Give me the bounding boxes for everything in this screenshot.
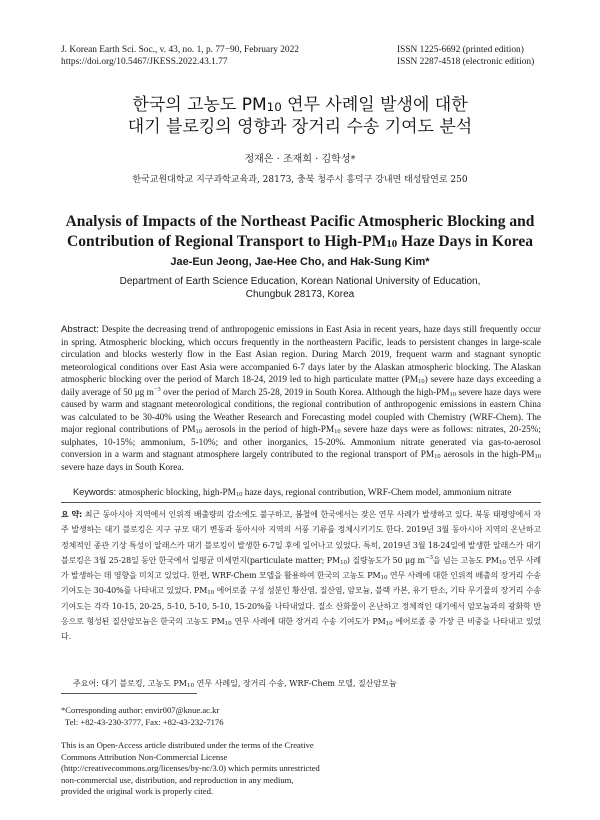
- journal-citation: J. Korean Earth Sci. Soc., v. 43, no. 1, p. 77−90, February 2022: [61, 45, 299, 55]
- korean-keywords: 주요어: 대기 블로킹, 고농도 $PM_{10}$ 연무 사례일, 장거리 수송, WRF-Chem 모델, 질산암모늄: [73, 679, 397, 689]
- english-abstract: Abstract: Despite the decreasing trend of anthropogenic emissions in East Asia in recent years, haze days still frequently occur in spring. Atmospheric blocking, which occurs frequently in the northeastern Pacific, leads to persistent changes in large-scale circulation and blocks westerly flow in the East Asian region. During March 2019, frequent warm and stagnant synoptic meteorological conditions over East Asia were accompanied 6-7 days later by the Alaskan atmospheric blocking. The Alaskan atmospheric blocking over the period of March 18-24, 2019 led to high particulate matter $(PM_{10})$ severe haze days exceeding a daily average of 50 μg $m^{-3}$ over the period of March 25-28, 2019 in South Korea. Although the high-$PM_{10}$ severe haze days were caused by warm and stagnant meteorological conditions, the regional contribution of anthropogenic emissions in eastern China was calculated to be 30-40% using the Weather Research and Forecasting model coupled with Chemistry (WRF-Chem). The major regional contributions of $PM_{10}$ aerosols in the period of high-$PM_{10}$ severe haze days were as follows: nitrates, 20-25%; sulphates, 10-15%; ammonium, 5-10%; and other inorganics, 15-20%. Ammonium nitrate generated via gas-to-aerosol conversion in a warm and stagnant atmosphere largely contributed to the regional transport of $PM_{10}$ aerosols in the high-$PM_{10}$ severe haze days in South Korea.: [61, 324, 542, 474]
- journal-header: [61, 44, 299, 68]
- keywords-label: Keywords:: [73, 487, 117, 497]
- section-divider: [61, 502, 541, 503]
- korean-title: 한국의 고농도 $PM_{10}$ 연무 사례일 발생에 대한 대기 블로킹의 영향과 장거리 수송 기여도 분석: [127, 95, 473, 137]
- contact-phone: Tel: +82-43-230-3777, Fax: +82-43-232-7176: [65, 716, 224, 727]
- korean-keywords-label: 주요어:: [73, 679, 99, 688]
- korean-authors: 정재은 · 조재희 · 김학성*: [244, 154, 356, 165]
- issn-block: [397, 44, 534, 68]
- english-affiliation: Department of Earth Science Education, Korean National University of Education, Chungbuk 28173, Korea: [119, 276, 481, 300]
- korean-abstract: 요 약: 최근 동아시아 지역에서 인위적 배출량의 감소에도 불구하고, 봄철에 한국에서는 잦은 연무 사례가 발생하고 있다. 북동 태평양에서 자주 발생하는 대기 블로킹은 지구 규모 대기 변동과 동아시아 지역의 서풍 기류를 정체시키기도 한다. 2019년 3월 동아시아 지역의 온난하고 정체적인 종관 기상 특성이 알래스카 대기 블로킹이 발생한 6-7일 후에 일어나고 있었다. 특히, 2019년 3월 18-24일에 발생한 알래스카 대기 블로킹은 3월 25-28일 동안 한국에서 일평균 미세먼지(particulate matter; $PM_{10}$) 질량농도가 50 μg $m^{-3}$을 넘는 고농도 $PM_{10}$ 연무 사례가 발생하는 데 영향을 미치고 있었다. 한편, WRF-Chem 모델을 활용하여 한국의 고농도 $PM_{10}$ 연무 사례에 대한 인위적 배출의 장거리 수송 기여도는 30-40%를 나타내고 있었다. $PM_{10}$ 에어로졸 구성 성분인 황산염, 질산염, 암모늄, 블랙 카본, 유기 탄소, 기타 무기물의 장거리 수송 기여도는 각각 10-15, 20-25, 5-10, 5-10, 5-10, 15-20%를 나타내었다. 질소 산화물이 온난하고 정체적인 대기에서 암모늄과의 광화학 반응으로 형성된 질산암모늄은 한국의 고농도 $PM_{10}$ 연무 사례에 대한 장거리 수송 기여도가 $PM_{10}$ 에어로졸 중 가장 큰 비중을 나타내고 있었다.: [61, 510, 541, 642]
- open-access-notice: This is an Open-Access article distributed under the terms of the Creative Commons Attribution Non-Commercial License (http://creativecommons.org/licenses/by-nc/3.0) which permits unrestricted non-commercial use, distribution, and reproduction in any medium, provided the original work is properly cited.: [61, 740, 320, 797]
- issn-electronic: ISSN 2287-4518 (electronic edition): [397, 57, 535, 67]
- korean-abstract-label: 요 약:: [61, 510, 83, 519]
- english-authors: Jae-Eun Jeong, Jae-Hee Cho, and Hak-Sung Kim*: [170, 256, 430, 268]
- footnote-divider: [61, 693, 197, 694]
- doi-link[interactable]: https://doi.org/10.5467/JKESS.2022.43.1.77: [61, 57, 228, 67]
- corresponding-email: *Corresponding author: envir007@knue.ac.kr: [61, 705, 220, 715]
- english-title: Analysis of Impacts of the Northeast Pacific Atmospheric Blocking and Contribution of Regional Transport to High-$PM_{10}$ Haze Days in Korea: [65, 213, 535, 250]
- korean-affiliation: 한국교원대학교 지구과학교육과, 28173, 충북 청주시 흥덕구 강내면 태성탑연로 250: [132, 175, 468, 185]
- corresponding-author-footnote: [61, 705, 321, 728]
- english-keywords: Keywords: atmospheric blocking, high-$PM_{10}$ haze days, regional contribution, WRF-Chem model, ammonium nitrate: [73, 487, 512, 498]
- abstract-label: Abstract:: [61, 324, 99, 335]
- issn-print: ISSN 1225-6692 (printed edition): [397, 45, 524, 55]
